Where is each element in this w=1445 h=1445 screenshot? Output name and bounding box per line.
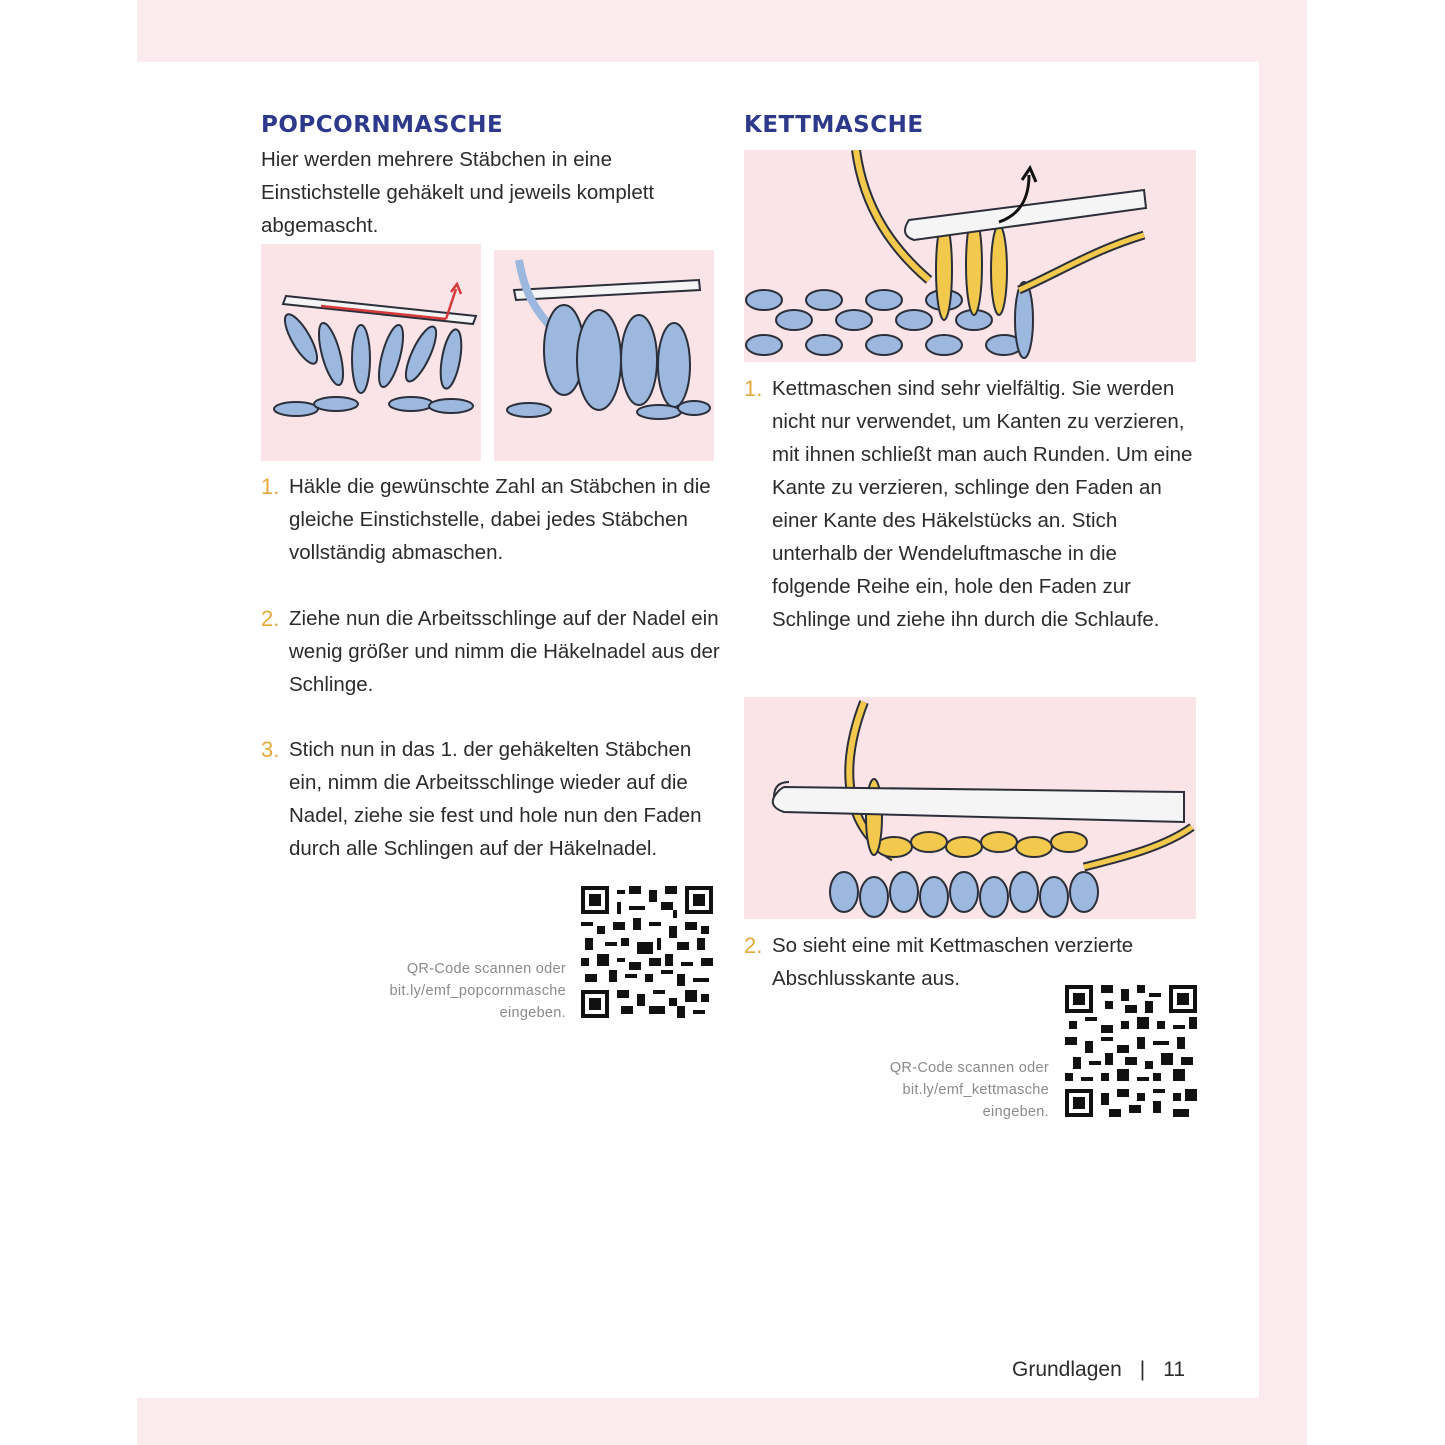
popcornmasche-intro: Hier werden mehrere Stäbchen in eine Einstichstelle gehäkelt und jeweils komplett abgemascht. bbox=[261, 148, 655, 237]
step-text: Stich nun in das 1. der gehäkelten Stäbchen ein, nimm die Arbeitsschlinge wieder auf die Nadel, ziehe sie fest und hole nun den Faden durch alle Schlingen auf der Häkelnadel. bbox=[289, 738, 702, 860]
footer-separator: | bbox=[1139, 1358, 1146, 1381]
step-number: 1. bbox=[261, 474, 280, 499]
popcorn-step-1 bbox=[261, 470, 721, 569]
popcorn-illustration-2 bbox=[494, 250, 714, 461]
popcornmasche-heading: POPCORNMASCHE bbox=[261, 112, 504, 138]
popcorn-step-2 bbox=[261, 602, 721, 701]
kettmasche-illustration-1 bbox=[744, 150, 1196, 362]
page-footer bbox=[1012, 1358, 1185, 1382]
step-text: So sieht eine mit Kettmaschen verzierte Abschlusskante aus. bbox=[772, 934, 1134, 990]
page-number: 11 bbox=[1163, 1358, 1186, 1381]
step-number: 2. bbox=[261, 606, 280, 631]
kettmasche-step-1 bbox=[744, 372, 1196, 636]
footer-section: Grundlagen bbox=[1012, 1358, 1122, 1381]
step-text: Häkle die gewünschte Zahl an Stäbchen in die gleiche Einstichstelle, dabei jedes Stäbchen vollständig abmaschen. bbox=[289, 475, 711, 564]
popcorn-step-3 bbox=[261, 733, 721, 865]
popcorn-qr-code[interactable] bbox=[581, 886, 713, 1018]
step-number: 1. bbox=[744, 376, 763, 401]
kettmasche-heading: KETTMASCHE bbox=[744, 112, 924, 138]
step-number: 3. bbox=[261, 737, 280, 762]
kettmasche-qr-code[interactable] bbox=[1065, 985, 1197, 1117]
step-text: Kettmaschen sind sehr vielfältig. Sie werden nicht nur verwendet, um Kanten zu verzieren, mit ihnen schließt man auch Runden. Um eine Kante zu verzieren, schlinge den Faden an einer Kante des Häkelstücks an. Stich unterhalb der Wendeluftmasche in die folgende Reihe ein, hole den Faden zur Schlinge und ziehe ihn durch die Schlaufe. bbox=[772, 377, 1193, 631]
step-number: 2. bbox=[744, 933, 763, 958]
popcorn-illustration-1 bbox=[261, 244, 481, 461]
kettmasche-qr-caption: QR-Code scannen oder bit.ly/emf_kettmasche eingeben. bbox=[889, 1060, 1049, 1120]
step-text: Ziehe nun die Arbeitsschlinge auf der Nadel ein wenig größer und nimm die Häkelnadel aus der Schlinge. bbox=[289, 607, 720, 696]
kettmasche-illustration-2 bbox=[744, 697, 1196, 919]
popcorn-qr-caption: QR-Code scannen oder bit.ly/emf_popcornmasche eingeben. bbox=[389, 961, 566, 1021]
